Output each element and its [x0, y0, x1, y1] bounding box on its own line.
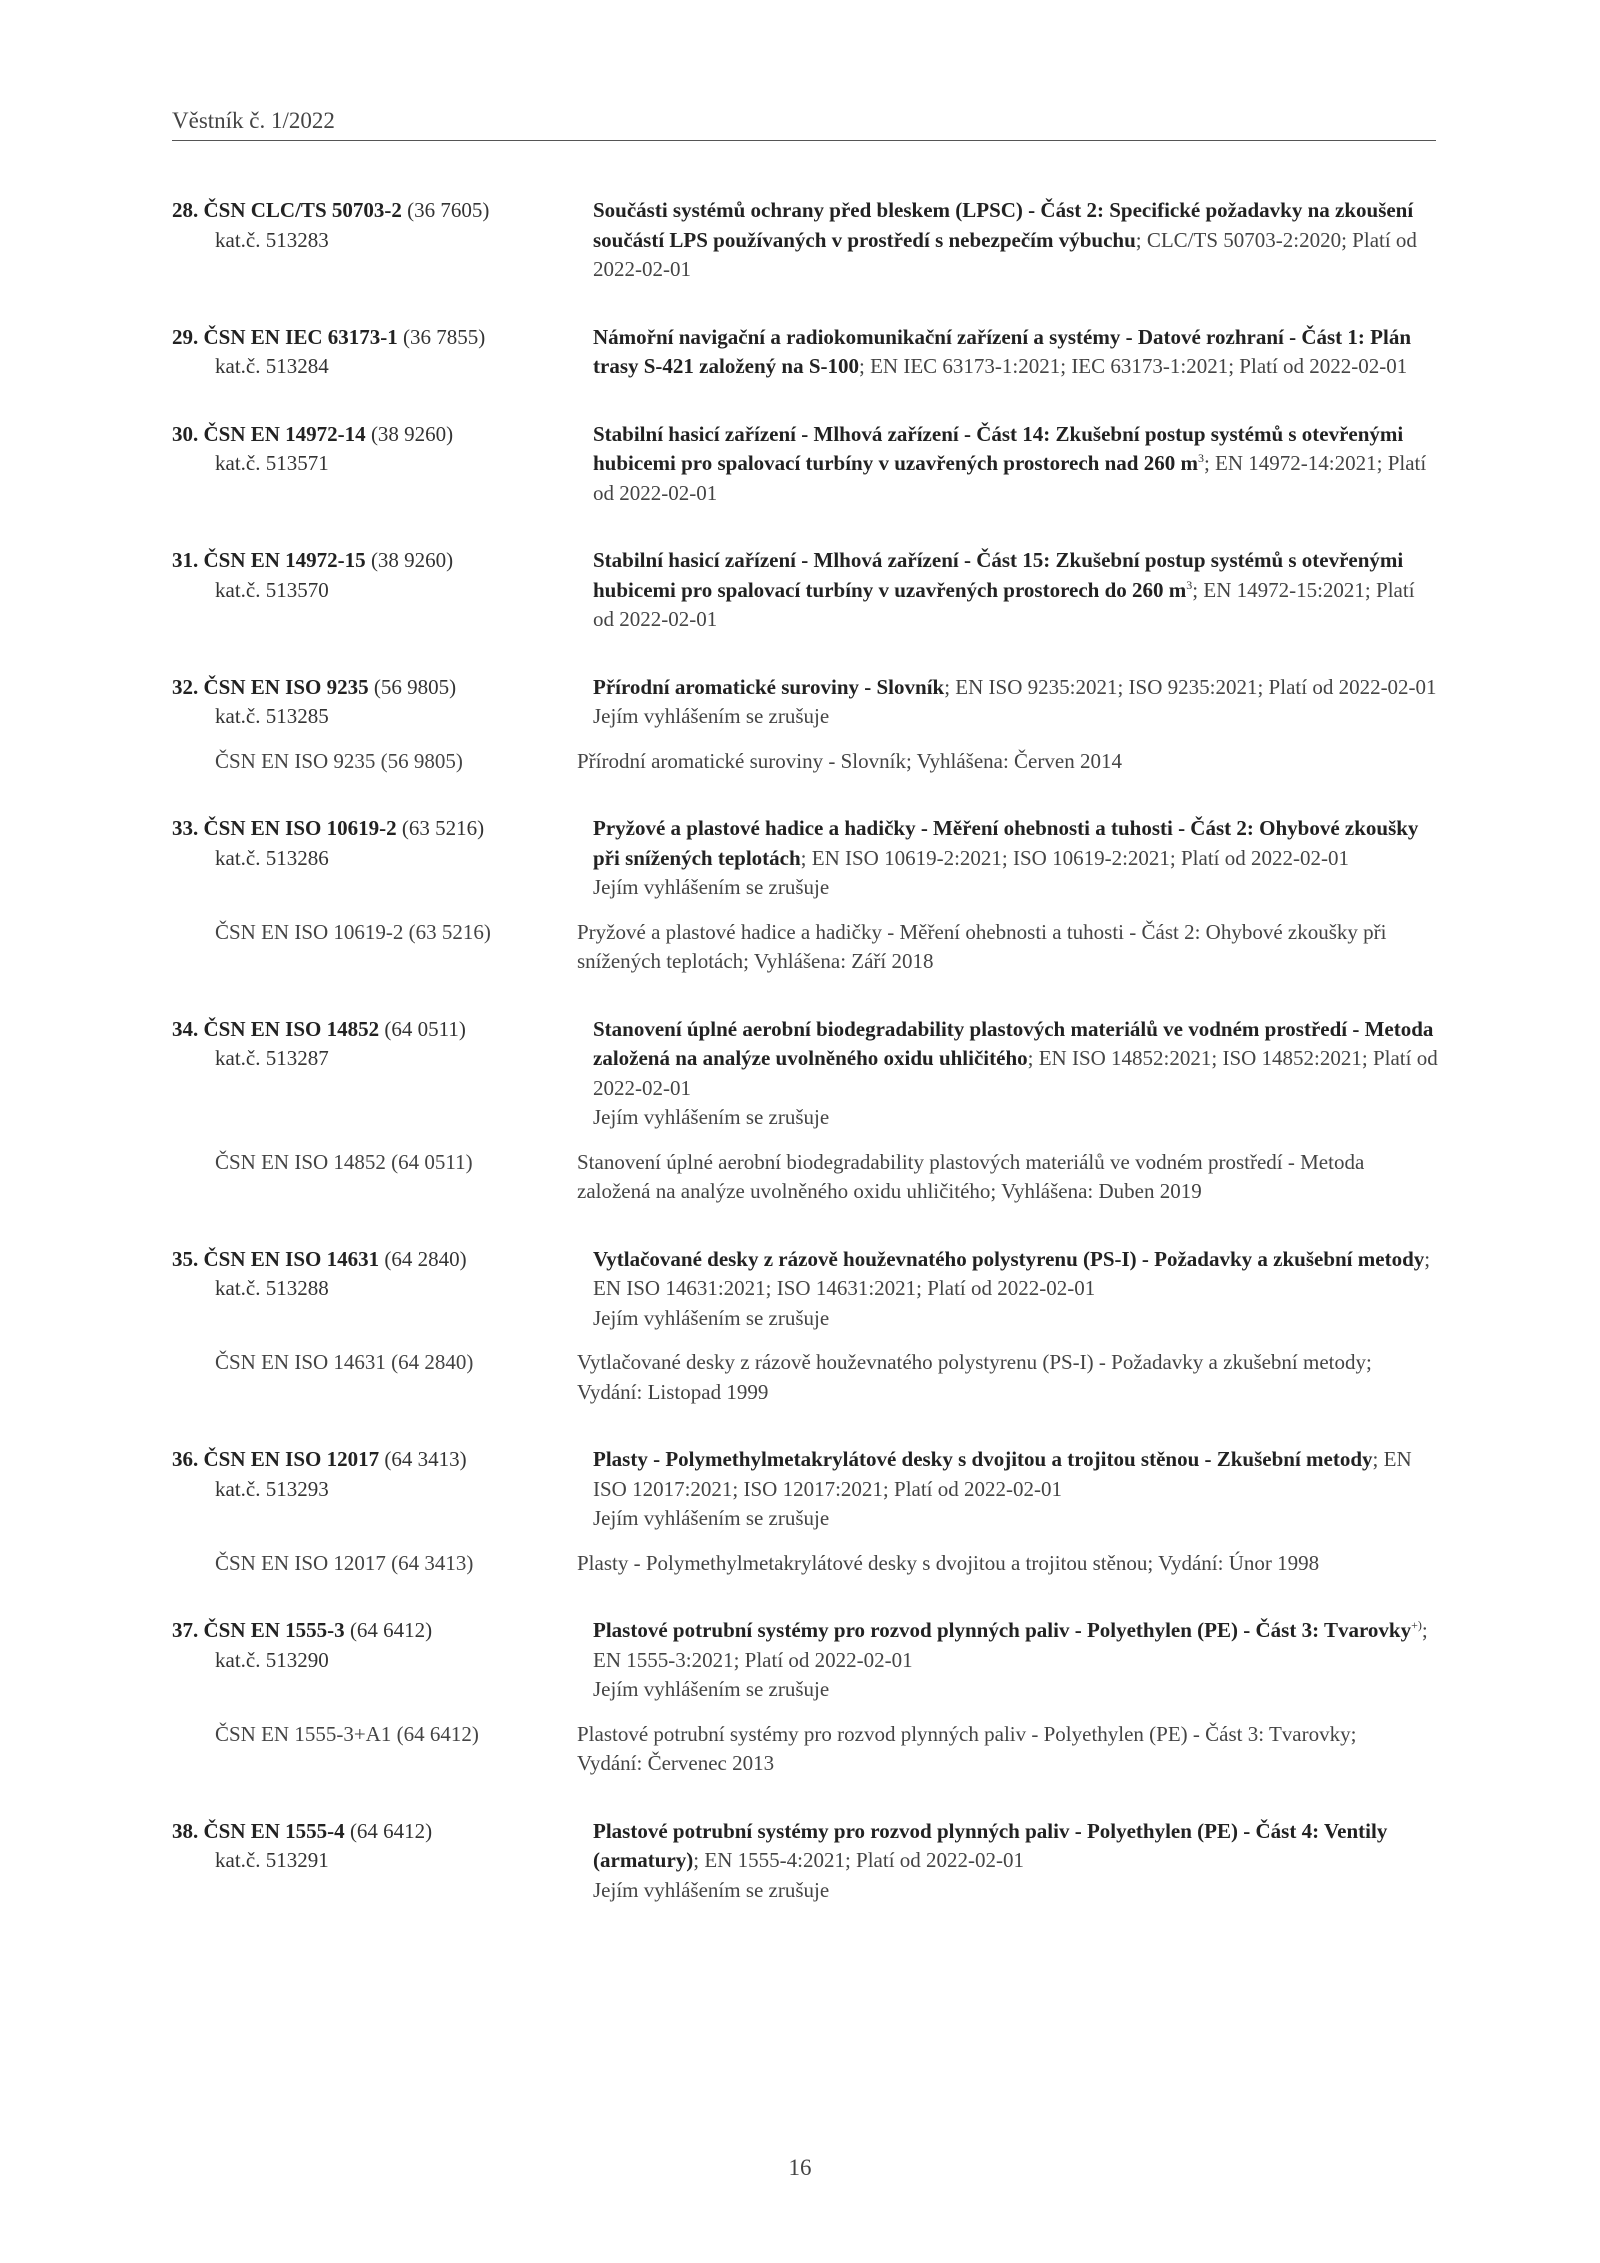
catalog-number: kat.č. 513283	[215, 227, 329, 252]
standard-identifier	[172, 1245, 593, 1334]
standard-title: Plasty - Polymethylmetakrylátové desky s dvojitou a trojitou stěnou - Zkušební metody	[593, 1447, 1373, 1471]
standard-details: ; EN 14972-15:2021; Platí od 2022-02-01	[593, 577, 1415, 631]
entry-number: 31.	[172, 548, 199, 572]
standard-entry	[172, 1245, 1436, 1408]
standard-title: Námořní navigační a radiokomunikační zařízení a systémy - Datové rozhraní - Část 1: Plán trasy S-421 založený na S-100	[593, 324, 1411, 378]
standard-title: Přírodní aromatické suroviny - Slovník	[593, 674, 945, 699]
standard-identifier	[172, 1015, 593, 1133]
classification-code: (64 2840)	[379, 1246, 467, 1271]
entry-main-row	[172, 323, 1436, 382]
standard-entry	[172, 1445, 1436, 1578]
standard-entry	[172, 1817, 1436, 1906]
standard-title: Stabilní hasicí zařízení - Mlhová zařízení - Část 15: Zkušební postup systémů s otevřenými hubicemi pro spalovací turbíny v uzavřených prostorech do 260 m	[593, 548, 1404, 602]
cancellation-note: Jejím vyhlášením se zrušuje	[593, 1105, 830, 1129]
standard-description	[593, 1245, 1438, 1334]
entry-main-row	[172, 1245, 1436, 1334]
entry-main-row	[172, 1616, 1436, 1705]
standard-description	[593, 546, 1438, 635]
entry-number: 35.	[172, 1246, 199, 1271]
standard-entry	[172, 196, 1436, 285]
catalog-number: kat.č. 513288	[215, 1276, 329, 1300]
classification-code: (38 9260)	[365, 548, 454, 572]
replaced-standard-text: Stanovení úplné aerobní biodegradability plastových materiálů ve vodném prostředí - Metoda založená na analýze uvolněného oxidu uhličitého; Vyhlášena: Duben 2019	[577, 1149, 1365, 1203]
replaced-standard-code: ČSN EN ISO 12017 (64 3413)	[215, 1550, 474, 1575]
standard-identifier	[172, 196, 593, 285]
standard-details: ; EN ISO 9235:2021; ISO 9235:2021; Platí od 2022-02-01	[944, 674, 1437, 699]
cancellation-note: Jejím vyhlášením se zrušuje	[593, 875, 830, 899]
standard-description	[593, 814, 1438, 903]
cancellation-note: Jejím vyhlášením se zrušuje	[593, 1506, 830, 1530]
replaced-standard-text: Pryžové a plastové hadice a hadičky - Měření ohebnosti a tuhosti - Část 2: Ohybové zkoušky při snížených teplotách; Vyhlášena: Září 2018	[577, 919, 1387, 973]
standard-identifier	[172, 1445, 593, 1534]
catalog-number: kat.č. 513293	[215, 1476, 329, 1501]
replaced-standard-row	[172, 1148, 1436, 1207]
standard-code: ČSN EN IEC 63173-1	[203, 324, 398, 349]
cancellation-note: Jejím vyhlášením se zrušuje	[593, 1877, 830, 1902]
standard-code: ČSN EN 14972-15	[203, 548, 366, 572]
classification-code: (36 7855)	[397, 324, 486, 349]
standard-description	[593, 420, 1438, 509]
standard-entry	[172, 323, 1436, 382]
entry-main-row	[172, 814, 1436, 903]
entry-number: 36.	[172, 1447, 199, 1471]
catalog-number: kat.č. 513284	[215, 354, 329, 378]
standard-entry	[172, 546, 1436, 635]
standard-title: Plastové potrubní systémy pro rozvod plynných paliv - Polyethylen (PE) - Část 4: Ventily (armatury)	[593, 1818, 1388, 1872]
standard-description	[593, 673, 1438, 732]
standard-details: ; EN 1555-3:2021; Platí od 2022-02-01	[593, 1618, 1428, 1672]
catalog-number: kat.č. 513571	[215, 451, 329, 475]
standard-entry	[172, 420, 1436, 509]
catalog-number: kat.č. 513290	[215, 1647, 329, 1672]
replaced-standard-row	[172, 918, 1436, 977]
cancellation-note: Jejím vyhlášením se zrušuje	[593, 1305, 830, 1330]
classification-code: (63 5216)	[396, 816, 485, 840]
standard-entry	[172, 1616, 1436, 1779]
replaced-standard-text: Plasty - Polymethylmetakrylátové desky s dvojitou a trojitou stěnou; Vydání: Únor 1998	[577, 1550, 1320, 1575]
standard-description	[593, 1445, 1438, 1534]
replaced-standard-code: ČSN EN ISO 9235 (56 9805)	[215, 748, 463, 773]
entry-number: 33.	[172, 816, 199, 840]
standard-description	[593, 1616, 1438, 1705]
standard-code: ČSN EN 14972-14	[203, 421, 366, 446]
replaced-standard-code: ČSN EN ISO 10619-2 (63 5216)	[215, 919, 491, 944]
standard-details: ; CLC/TS 50703-2:2020; Platí od 2022-02-01	[593, 227, 1417, 281]
entry-number: 29.	[172, 324, 199, 349]
standard-description	[593, 196, 1438, 285]
catalog-number: kat.č. 513286	[215, 845, 329, 870]
catalog-number: kat.č. 513287	[215, 1046, 329, 1070]
superscript: +)	[1411, 1618, 1422, 1632]
replaced-standard-text: Přírodní aromatické suroviny - Slovník; Vyhlášena: Červen 2014	[577, 748, 1122, 773]
standard-code: ČSN EN ISO 14852	[203, 1016, 380, 1041]
replaced-standard-row	[172, 1348, 1436, 1407]
standard-description	[593, 323, 1438, 382]
entry-number: 37.	[172, 1618, 199, 1642]
standard-identifier	[172, 673, 593, 732]
replaced-standard-text: Vytlačované desky z rázově houževnatého polystyrenu (PS-I) - Požadavky a zkušební metody; Vydání: Listopad 1999	[577, 1350, 1372, 1404]
standards-list	[172, 196, 1436, 1943]
entry-main-row	[172, 1445, 1436, 1534]
replaced-standard-code: ČSN EN ISO 14631 (64 2840)	[215, 1350, 474, 1374]
standard-details: ; EN ISO 10619-2:2021; ISO 10619-2:2021; Platí od 2022-02-01	[800, 845, 1349, 870]
standard-identifier	[172, 814, 593, 903]
standard-identifier	[172, 1817, 593, 1906]
cancellation-note: Jejím vyhlášením se zrušuje	[593, 1677, 830, 1701]
standard-entry	[172, 814, 1436, 977]
standard-code: ČSN EN ISO 10619-2	[203, 816, 397, 840]
standard-identifier	[172, 546, 593, 635]
entry-main-row	[172, 1817, 1436, 1906]
classification-code: (64 6412)	[344, 1818, 433, 1843]
classification-code: (38 9260)	[365, 421, 454, 446]
standard-details: ; EN ISO 12017:2021; ISO 12017:2021; Platí od 2022-02-01	[593, 1447, 1412, 1501]
standard-title: Vytlačované desky z rázově houževnatého polystyrenu (PS-I) - Požadavky a zkušební metody	[593, 1246, 1425, 1271]
cancellation-note: Jejím vyhlášením se zrušuje	[593, 704, 830, 728]
standard-title: Součásti systémů ochrany před bleskem (LPSC) - Část 2: Specifické požadavky na zkoušení součástí LPS používaných v prostředí s nebezpečím výbuchu	[593, 198, 1414, 252]
catalog-number: kat.č. 513570	[215, 577, 329, 602]
classification-code: (56 9805)	[368, 674, 457, 699]
standard-entry	[172, 1015, 1436, 1207]
page-number: 16	[788, 2155, 812, 2180]
standard-code: ČSN CLC/TS 50703-2	[203, 198, 402, 222]
standard-code: ČSN EN 1555-4	[203, 1818, 345, 1843]
entry-number: 34.	[172, 1016, 199, 1041]
entry-main-row	[172, 196, 1436, 285]
standard-description	[593, 1817, 1438, 1906]
replaced-standard-row	[172, 1549, 1436, 1579]
entry-number: 28.	[172, 198, 199, 222]
classification-code: (36 7605)	[401, 198, 490, 222]
replaced-standard-row	[172, 1720, 1436, 1779]
standard-identifier	[172, 1616, 593, 1705]
classification-code: (64 6412)	[344, 1618, 433, 1642]
standard-identifier	[172, 323, 593, 382]
entry-number: 38.	[172, 1818, 199, 1843]
standard-details: ; EN ISO 14852:2021; ISO 14852:2021; Platí od 2022-02-01	[593, 1046, 1438, 1100]
standard-title: Stanovení úplné aerobní biodegradability plastových materiálů ve vodném prostředí - Metoda založená na analýze uvolněného oxidu uhličitého	[593, 1016, 1434, 1070]
entry-number: 30.	[172, 421, 199, 446]
catalog-number: kat.č. 513291	[215, 1848, 329, 1872]
entry-main-row	[172, 546, 1436, 635]
page-header	[172, 108, 1436, 141]
entry-number: 32.	[172, 674, 199, 699]
standard-title: Pryžové a plastové hadice a hadičky - Měření ohebnosti a tuhosti - Část 2: Ohybové zkoušky při snížených teplotách	[593, 816, 1419, 870]
bulletin-title: Věstník č. 1/2022	[172, 108, 335, 133]
entry-main-row	[172, 1015, 1436, 1133]
standard-title: Plastové potrubní systémy pro rozvod plynných paliv - Polyethylen (PE) - Část 3: Tvarovky	[593, 1618, 1412, 1642]
standard-details: ; EN 14972-14:2021; Platí od 2022-02-01	[593, 451, 1427, 505]
standard-description	[593, 1015, 1438, 1133]
standard-details: ; EN ISO 14631:2021; ISO 14631:2021; Platí od 2022-02-01	[593, 1246, 1431, 1300]
standard-entry	[172, 673, 1436, 777]
replaced-standard-code: ČSN EN 1555-3+A1 (64 6412)	[215, 1721, 479, 1746]
superscript: 3	[1197, 451, 1204, 465]
standard-code: ČSN EN ISO 14631	[203, 1246, 380, 1271]
classification-code: (64 0511)	[379, 1016, 466, 1041]
superscript: 3	[1186, 577, 1193, 592]
standard-code: ČSN EN ISO 12017	[203, 1447, 380, 1471]
entry-main-row	[172, 420, 1436, 509]
catalog-number: kat.č. 513285	[215, 704, 329, 728]
standard-details: ; EN 1555-4:2021; Platí od 2022-02-01	[693, 1848, 1025, 1872]
classification-code: (64 3413)	[379, 1447, 467, 1471]
standard-code: ČSN EN 1555-3	[203, 1618, 345, 1642]
entry-main-row	[172, 673, 1436, 732]
replaced-standard-text: Plastové potrubní systémy pro rozvod plynných paliv - Polyethylen (PE) - Část 3: Tvarovky; Vydání: Červenec 2013	[577, 1721, 1357, 1775]
replaced-standard-code: ČSN EN ISO 14852 (64 0511)	[215, 1149, 473, 1174]
standard-identifier	[172, 420, 593, 509]
standard-title: Stabilní hasicí zařízení - Mlhová zařízení - Část 14: Zkušební postup systémů s otevřenými hubicemi pro spalovací turbíny v uzavřených prostorech nad 260 m	[593, 421, 1404, 475]
standard-code: ČSN EN ISO 9235	[203, 674, 369, 699]
replaced-standard-row	[172, 747, 1436, 777]
standard-details: ; EN IEC 63173-1:2021; IEC 63173-1:2021; Platí od 2022-02-01	[859, 354, 1408, 378]
